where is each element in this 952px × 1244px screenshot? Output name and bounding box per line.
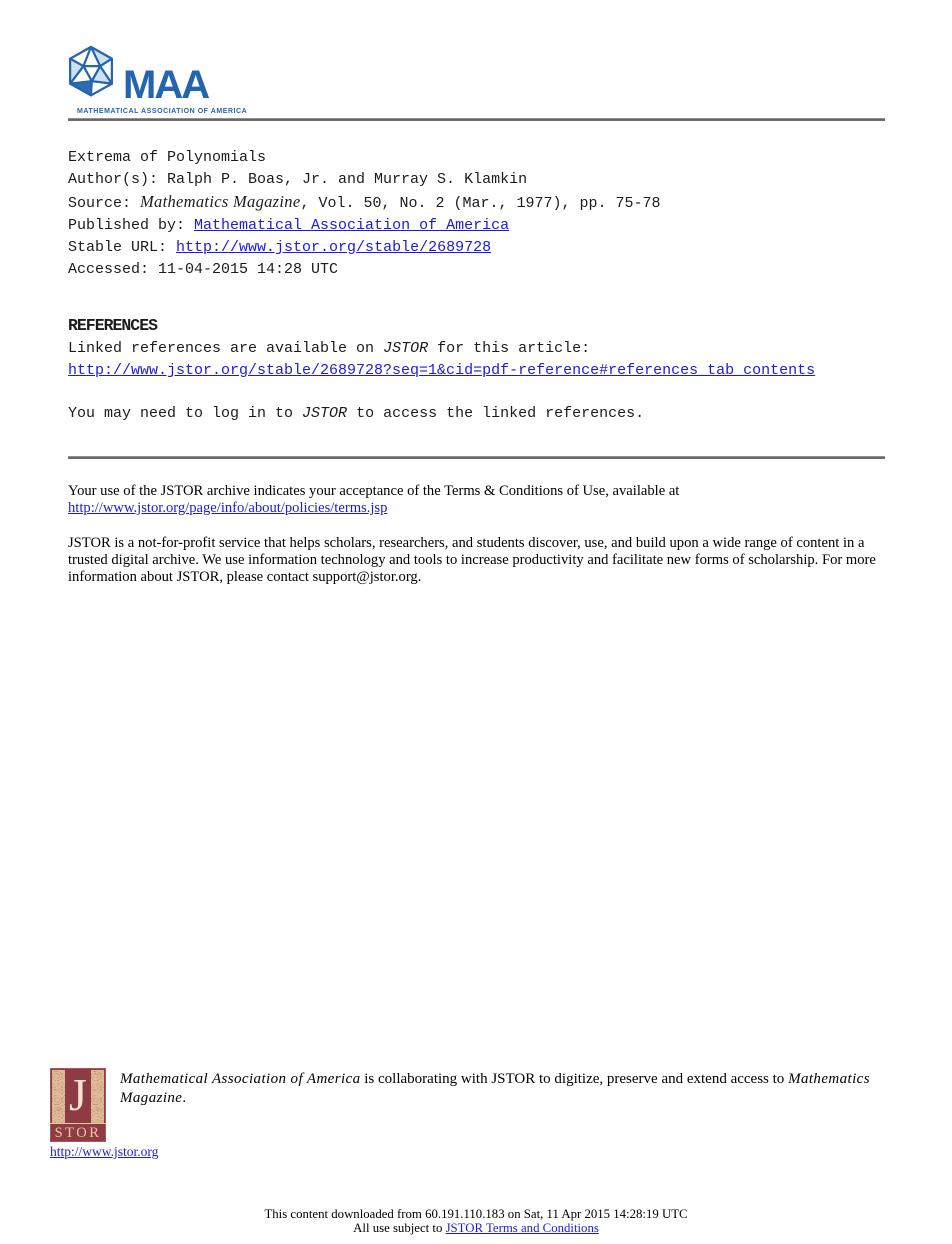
collaboration-statement	[120, 1070, 872, 1107]
source-label: Source:	[68, 195, 141, 212]
references-heading: REFERENCES	[68, 316, 158, 335]
references-intro-line	[68, 338, 815, 360]
references-intro-jstor: JSTOR	[383, 340, 429, 357]
publisher-link[interactable]: Mathematical Association of America	[194, 217, 510, 234]
source-details: , Vol. 50, No. 2 (Mar., 1977), pp. 75-78	[300, 195, 661, 212]
references-intro-post: for this article:	[428, 340, 591, 357]
jstor-logo-stor: STOR	[50, 1123, 106, 1142]
maa-wordmark: MAA	[123, 63, 209, 107]
footer-downloaded-line: This content downloaded from 60.191.110.183 on Sat, 11 Apr 2015 14:28:19 UTC	[264, 1207, 688, 1221]
references-link[interactable]: http://www.jstor.org/stable/2689728?seq=1&cid=pdf-reference#references_tab_contents	[68, 362, 816, 379]
terms-policy-link[interactable]: http://www.jstor.org/page/info/about/policies/terms.jsp	[68, 500, 388, 516]
maa-icosahedron-icon	[66, 44, 116, 105]
stable-url-label: Stable URL:	[68, 239, 177, 256]
references-section	[68, 314, 815, 425]
stable-url-link[interactable]: http://www.jstor.org/stable/2689728	[176, 239, 492, 256]
jstor-logo-j: J	[69, 1069, 87, 1120]
terms-acceptance-paragraph	[68, 483, 890, 517]
footer-subject-pre: All use subject to	[353, 1220, 446, 1235]
references-login-note	[68, 403, 815, 425]
footer-terms-link[interactable]: JSTOR Terms and Conditions	[445, 1220, 599, 1235]
article-stable-url-line	[68, 237, 661, 259]
references-note-jstor: JSTOR	[302, 405, 348, 422]
terms-acceptance-line: Your use of the JSTOR archive indicates your acceptance of the Terms & Conditions of Use, available at	[68, 483, 680, 499]
article-accessed: Accessed: 11-04-2015 14:28 UTC	[68, 261, 339, 278]
collaboration-publisher: Mathematical Association of America	[120, 1071, 361, 1087]
article-title: Extrema of Polynomials	[68, 149, 267, 166]
jstor-logo	[50, 1068, 106, 1142]
references-link-line	[68, 360, 815, 382]
jstor-home-link[interactable]: http://www.jstor.org	[50, 1144, 159, 1159]
terms-of-use-section	[68, 483, 890, 586]
divider-middle	[68, 456, 885, 459]
article-publisher-line	[68, 215, 661, 237]
article-authors: Author(s): Ralph P. Boas, Jr. and Murray S. Klamkin	[68, 171, 528, 188]
maa-logo	[66, 44, 247, 115]
published-by-label: Published by:	[68, 217, 195, 234]
footer-subject-line	[0, 1222, 952, 1236]
jstor-site-link-row	[50, 1144, 158, 1160]
article-citation-block	[68, 147, 661, 281]
maa-subtitle: MATHEMATICAL ASSOCIATION OF AMERICA	[77, 108, 248, 115]
download-footer	[0, 1208, 952, 1235]
references-note-post: to access the linked references.	[347, 405, 645, 422]
references-intro-pre: Linked references are available on	[68, 340, 384, 357]
jstor-about-paragraph: JSTOR is a not-for-profit service that helps scholars, researchers, and students discover, use, and build upon a wide range of content in a trusted digital archive. We use information technology and tools to increase productivity and facilitate new forms of scholarship. For more information about JSTOR, please contact support@jstor.org.	[68, 535, 876, 585]
references-note-pre: You may need to log in to	[68, 405, 303, 422]
article-source-line	[68, 191, 661, 215]
collaboration-period: .	[182, 1089, 187, 1106]
source-journal-title: Mathematics Magazine	[140, 192, 301, 211]
collaboration-middle: is collaborating with JSTOR to digitize, preserve and extend access to	[360, 1071, 789, 1087]
collaboration-journal: Mathematics Magazine	[120, 1071, 870, 1106]
jstor-logo-ornament	[50, 1068, 106, 1123]
divider-top	[68, 118, 885, 121]
